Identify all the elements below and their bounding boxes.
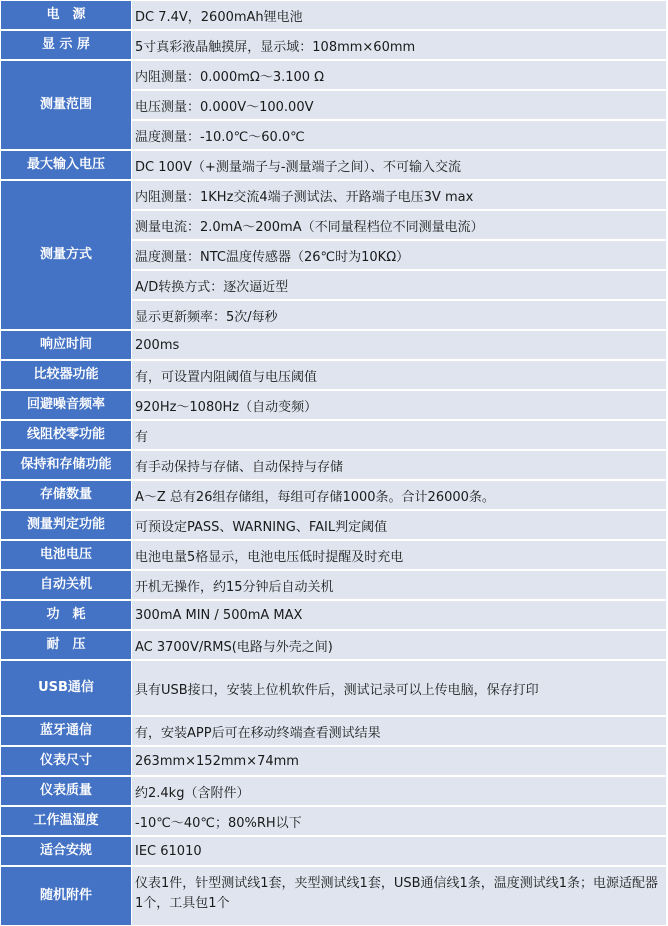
row-values	[132, 360, 668, 390]
row-label: 测量范围	[1, 61, 131, 149]
row-value: 内阻测量：0.000mΩ～3.100 Ω	[132, 61, 666, 89]
table-row	[0, 630, 668, 660]
table-row	[0, 660, 668, 716]
table-row	[0, 60, 668, 150]
row-label: 电 源	[1, 1, 131, 29]
table-row	[0, 570, 668, 600]
row-value: A/D转换方式：逐次逼近型	[132, 271, 666, 299]
table-row	[0, 30, 668, 60]
row-values	[132, 180, 668, 330]
row-values	[132, 30, 668, 60]
row-label: 仪表尺寸	[1, 747, 131, 775]
table-row	[0, 746, 668, 776]
row-values	[132, 330, 668, 360]
table-row	[0, 420, 668, 450]
row-label: 测量方式	[1, 181, 131, 329]
row-label: 功 耗	[1, 601, 131, 629]
row-label: 适合安规	[1, 837, 131, 865]
row-value: 具有USB接口，安装上位机软件后，测试记录可以上传电脑，保存打印	[132, 661, 666, 715]
row-label: USB通信	[1, 661, 131, 715]
row-label: 自动关机	[1, 571, 131, 599]
row-label: 存储数量	[1, 481, 131, 509]
row-values	[132, 540, 668, 570]
table-row	[0, 716, 668, 746]
row-values	[132, 0, 668, 30]
row-values	[132, 836, 668, 866]
row-value: 电池电量5格显示，电池电压低时提醒及时充电	[132, 541, 666, 569]
row-value: 有手动保持与存储、自动保持与存储	[132, 451, 666, 479]
table-row	[0, 450, 668, 480]
row-label: 随机附件	[1, 867, 131, 925]
row-values	[132, 510, 668, 540]
row-value: 约2.4kg（含附件）	[132, 777, 666, 805]
row-values	[132, 150, 668, 180]
row-label: 蓝牙通信	[1, 717, 131, 745]
row-values	[132, 600, 668, 630]
row-value: 温度测量：NTC温度传感器（26℃时为10KΩ）	[132, 241, 666, 269]
row-value: 有	[132, 421, 666, 449]
row-values	[132, 866, 668, 926]
row-values	[132, 660, 668, 716]
table-row	[0, 600, 668, 630]
table-row	[0, 180, 668, 330]
row-value: 263mm×152mm×74mm	[132, 747, 666, 775]
row-label: 回避噪音频率	[1, 391, 131, 419]
table-row	[0, 836, 668, 866]
table-row	[0, 480, 668, 510]
row-value: 电压测量：0.000V～100.00V	[132, 91, 666, 119]
row-value: 测量电流：2.0mA～200mA（不同量程档位不同测量电流）	[132, 211, 666, 239]
row-values	[132, 776, 668, 806]
row-value: 有，可设置内阻阈值与电压阈值	[132, 361, 666, 389]
row-value: IEC 61010	[132, 837, 666, 865]
row-label: 响应时间	[1, 331, 131, 359]
table-row	[0, 150, 668, 180]
row-label: 线阻校零功能	[1, 421, 131, 449]
row-label: 显 示 屏	[1, 31, 131, 59]
row-value: DC 100V（+测量端子与-测量端子之间）、不可输入交流	[132, 151, 666, 179]
row-label: 测量判定功能	[1, 511, 131, 539]
row-values	[132, 390, 668, 420]
row-value: 仪表1件，针型测试线1套，夹型测试线1套，USB通信线1条，温度测试线1条；电源适配器1个，工具包1个	[132, 867, 666, 925]
table-row	[0, 360, 668, 390]
table-row	[0, 330, 668, 360]
row-value: 5寸真彩液晶触摸屏，显示域：108mm×60mm	[132, 31, 666, 59]
row-value: A～Z 总有26组存储组，每组可存储1000条。合计26000条。	[132, 481, 666, 509]
row-label: 工作温湿度	[1, 807, 131, 835]
row-values	[132, 716, 668, 746]
row-value: 显示更新频率：5次/每秒	[132, 301, 666, 329]
table-row	[0, 806, 668, 836]
row-value: AC 3700V/RMS(电路与外壳之间)	[132, 631, 666, 659]
row-value: 温度测量：-10.0℃～60.0℃	[132, 121, 666, 149]
row-label: 最大输入电压	[1, 151, 131, 179]
row-value: 920Hz～1080Hz（自动变频）	[132, 391, 666, 419]
row-label: 保持和存储功能	[1, 451, 131, 479]
row-value: 300mA MIN / 500mA MAX	[132, 601, 666, 629]
row-values	[132, 746, 668, 776]
row-values	[132, 806, 668, 836]
row-value: 200ms	[132, 331, 666, 359]
row-value: -10℃～40℃；80%RH以下	[132, 807, 666, 835]
row-value: 开机无操作，约15分钟后自动关机	[132, 571, 666, 599]
row-value: DC 7.4V，2600mAh锂电池	[132, 1, 666, 29]
row-label: 耐 压	[1, 631, 131, 659]
table-row	[0, 0, 668, 30]
row-label: 比较器功能	[1, 361, 131, 389]
table-row	[0, 866, 668, 926]
row-label: 电池电压	[1, 541, 131, 569]
row-label: 仪表质量	[1, 777, 131, 805]
row-values	[132, 60, 668, 150]
row-value: 可预设定PASS、WARNING、FAIL判定阈值	[132, 511, 666, 539]
table-row	[0, 540, 668, 570]
row-value: 有，安装APP后可在移动终端查看测试结果	[132, 717, 666, 745]
row-value: 内阻测量：1KHz交流4端子测试法、开路端子电压3V max	[132, 181, 666, 209]
table-row	[0, 510, 668, 540]
table-row	[0, 776, 668, 806]
table-row	[0, 390, 668, 420]
row-values	[132, 450, 668, 480]
row-values	[132, 570, 668, 600]
row-values	[132, 420, 668, 450]
row-values	[132, 480, 668, 510]
row-values	[132, 630, 668, 660]
